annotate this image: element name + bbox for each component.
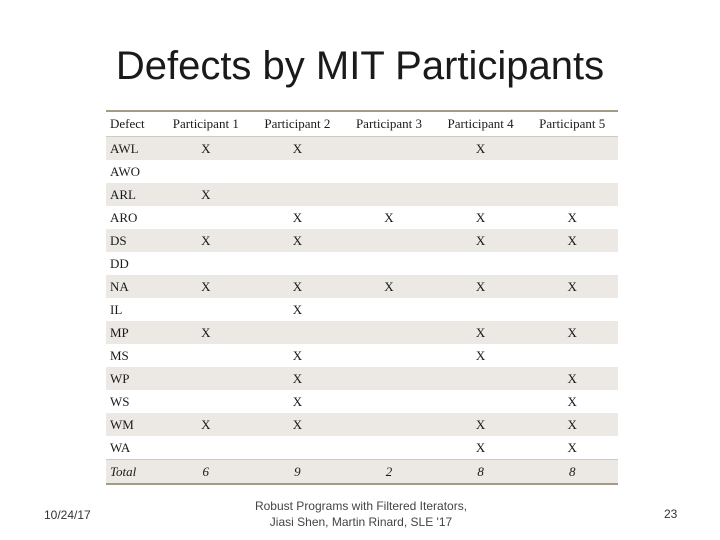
participant-cell: [343, 160, 435, 183]
table-row: [106, 137, 618, 161]
slide-title: Defects by MIT Participants: [115, 44, 605, 88]
defect-label-cell: ARO: [106, 206, 160, 229]
table-row: [106, 413, 618, 436]
participant-cell: X: [160, 229, 252, 252]
page-number: 23: [664, 507, 678, 521]
participant-cell: X: [435, 321, 527, 344]
participant-cell: [435, 298, 527, 321]
participant-cell: [343, 252, 435, 275]
participant-cell: X: [252, 298, 344, 321]
participant-cell: [160, 390, 252, 413]
participant-cell: 6: [160, 460, 252, 485]
defect-label-cell: WA: [106, 436, 160, 460]
participant-cell: X: [252, 137, 344, 161]
defect-label-cell: WM: [106, 413, 160, 436]
defect-label-cell: DD: [106, 252, 160, 275]
participant-cell: X: [526, 390, 618, 413]
participant-cell: 2: [343, 460, 435, 485]
participant-cell: [343, 298, 435, 321]
participant-cell: [343, 436, 435, 460]
participant-cell: [435, 252, 527, 275]
header-cell: Participant 1: [160, 111, 252, 137]
participant-cell: X: [435, 344, 527, 367]
header-cell: Participant 2: [252, 111, 344, 137]
defect-label-cell: NA: [106, 275, 160, 298]
participant-cell: [160, 252, 252, 275]
footer-line: Robust Programs with Filtered Iterators,: [254, 499, 468, 513]
header-cell: Defect: [106, 111, 160, 137]
participant-cell: X: [160, 183, 252, 206]
participant-cell: [343, 367, 435, 390]
table-row: [106, 160, 618, 183]
defect-label-cell: Total: [106, 460, 160, 485]
participant-cell: [160, 298, 252, 321]
header-cell: Participant 4: [435, 111, 527, 137]
participant-cell: X: [526, 436, 618, 460]
participant-cell: [160, 436, 252, 460]
table-row: [106, 183, 618, 206]
participant-cell: [343, 344, 435, 367]
participant-cell: X: [252, 344, 344, 367]
participant-cell: X: [526, 275, 618, 298]
participant-cell: [435, 367, 527, 390]
table-row: [106, 206, 618, 229]
participant-cell: [526, 344, 618, 367]
table-row: [106, 390, 618, 413]
participant-cell: 8: [435, 460, 527, 485]
participant-cell: X: [343, 206, 435, 229]
table-row: [106, 298, 618, 321]
participant-cell: X: [160, 321, 252, 344]
defect-label-cell: MS: [106, 344, 160, 367]
table-row: [106, 436, 618, 460]
participant-cell: [252, 160, 344, 183]
participant-cell: [160, 344, 252, 367]
defect-label-cell: AWO: [106, 160, 160, 183]
participant-cell: X: [435, 137, 527, 161]
participant-cell: X: [435, 229, 527, 252]
defect-label-cell: ARL: [106, 183, 160, 206]
participant-cell: X: [435, 275, 527, 298]
defect-label-cell: WS: [106, 390, 160, 413]
participant-cell: X: [252, 275, 344, 298]
table-row: [106, 275, 618, 298]
participant-cell: [435, 390, 527, 413]
participant-cell: X: [526, 367, 618, 390]
defect-label-cell: IL: [106, 298, 160, 321]
header-cell: Participant 5: [526, 111, 618, 137]
defect-label-cell: DS: [106, 229, 160, 252]
participant-cell: [160, 367, 252, 390]
table-body: [106, 137, 618, 485]
participant-cell: [435, 160, 527, 183]
participant-cell: X: [252, 390, 344, 413]
participant-cell: [252, 252, 344, 275]
table-row: [106, 321, 618, 344]
header-cell: Participant 3: [343, 111, 435, 137]
table-header-row: [106, 111, 618, 137]
participant-cell: [343, 229, 435, 252]
table-row: [106, 367, 618, 390]
participant-cell: X: [160, 275, 252, 298]
defect-label-cell: WP: [106, 367, 160, 390]
participant-cell: X: [160, 137, 252, 161]
participant-cell: X: [252, 367, 344, 390]
table-row: [106, 344, 618, 367]
participant-cell: [343, 321, 435, 344]
participant-cell: X: [160, 413, 252, 436]
participant-cell: [160, 206, 252, 229]
defect-label-cell: AWL: [106, 137, 160, 161]
participant-cell: [252, 183, 344, 206]
participant-cell: X: [526, 206, 618, 229]
participant-cell: [526, 298, 618, 321]
footer-line: Jiasi Shen, Martin Rinard, SLE '17: [269, 515, 453, 529]
participant-cell: X: [526, 229, 618, 252]
slide-footer: [236, 498, 486, 530]
participant-cell: [252, 321, 344, 344]
participant-cell: X: [435, 413, 527, 436]
participant-cell: X: [435, 206, 527, 229]
table-row: [106, 229, 618, 252]
participant-cell: X: [252, 413, 344, 436]
participant-cell: [526, 160, 618, 183]
participant-cell: [526, 183, 618, 206]
participant-cell: [252, 436, 344, 460]
participant-cell: [435, 183, 527, 206]
participant-cell: X: [252, 229, 344, 252]
participant-cell: [343, 413, 435, 436]
participant-cell: 8: [526, 460, 618, 485]
participant-cell: X: [343, 275, 435, 298]
participant-cell: X: [252, 206, 344, 229]
participant-cell: X: [435, 436, 527, 460]
participant-cell: [343, 390, 435, 413]
defects-table: [106, 110, 618, 485]
slide-date: 10/24/17: [44, 508, 91, 522]
participant-cell: [526, 137, 618, 161]
defect-label-cell: MP: [106, 321, 160, 344]
participant-cell: [526, 252, 618, 275]
table-row: [106, 252, 618, 275]
participant-cell: [343, 137, 435, 161]
participant-cell: X: [526, 413, 618, 436]
participant-cell: [160, 160, 252, 183]
participant-cell: X: [526, 321, 618, 344]
participant-cell: 9: [252, 460, 344, 485]
table-row: [106, 460, 618, 485]
participant-cell: [343, 183, 435, 206]
